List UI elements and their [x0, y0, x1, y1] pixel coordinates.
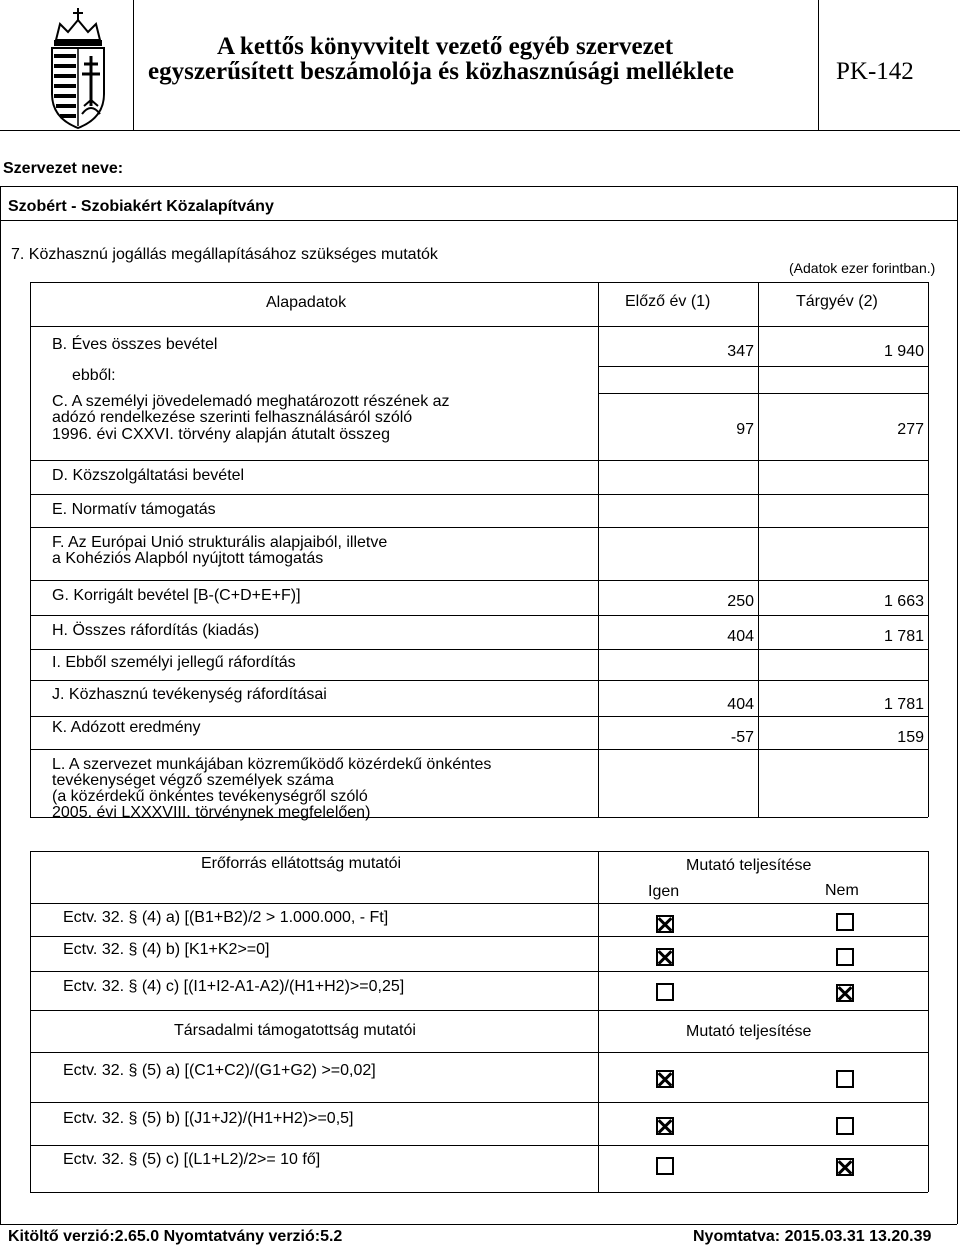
social-item-0-no-checkbox[interactable]: [836, 1070, 854, 1088]
row-j-prev: 404: [727, 696, 754, 713]
row-h-prev: 404: [727, 628, 754, 645]
row-j-label: J. Közhasznú tevékenység ráfordításai: [52, 686, 327, 703]
row-c-line3: 1996. évi CXXVI. törvény alapján átutalt összeg: [52, 426, 390, 443]
row-b-curr: 1 940: [883, 343, 924, 360]
social-item-0-yes-checkbox[interactable]: [656, 1070, 674, 1088]
row-f-line1: F. Az Európai Unió strukturális alapjaiból, illetve: [52, 534, 388, 551]
row-l-line2: tevékenységet végző személyek száma: [52, 772, 334, 789]
form-code: PK-142: [836, 58, 914, 85]
col-header-base: Alapadatok: [266, 294, 347, 311]
row-g-curr: 1 663: [883, 593, 924, 610]
footer-printed: Nyomtatva: 2015.03.31 13.20.39: [693, 1228, 932, 1245]
section-title: 7. Közhasznú jogállás megállapításához szükséges mutatók: [11, 246, 438, 263]
resources-item-1-yes-checkbox[interactable]: [656, 948, 674, 966]
form-title-line2: egyszerűsített beszámolója és közhasznúsági melléklete: [148, 58, 734, 85]
row-f-line2: a Kohéziós Alapból nyújtott támogatás: [52, 550, 324, 567]
social-item-label: Ectv. 32. § (5) a) [(C1+C2)/(G1+G2) >=0,02]: [63, 1062, 376, 1079]
row-b-label: B. Éves összes bevétel: [52, 336, 218, 353]
resources-fulfil-header: Mutató teljesítése: [686, 857, 812, 874]
social-item-2-yes-checkbox[interactable]: [656, 1157, 674, 1175]
row-j-curr: 1 781: [883, 696, 924, 713]
social-item-1-no-checkbox[interactable]: [836, 1117, 854, 1135]
unit-note: (Adatok ezer forintban.): [789, 260, 936, 276]
social-title: Társadalmi támogatottság mutatói: [174, 1022, 416, 1039]
resources-item-2-yes-checkbox[interactable]: [656, 983, 674, 1001]
resources-item-0-yes-checkbox[interactable]: [656, 915, 674, 933]
row-b-prev: 347: [727, 343, 754, 360]
row-c-line1: C. A személyi jövedelemadó meghatározott részének az: [52, 393, 450, 410]
org-name-label: Szervezet neve:: [3, 160, 124, 177]
row-d-label: D. Közszolgáltatási bevétel: [52, 467, 245, 484]
row-l-line4: 2005. évi LXXXVIII. törvénynek megfelelően): [52, 804, 371, 821]
row-k-label: K. Adózott eredmény: [52, 719, 201, 736]
org-name-value: Szobért - Szobiakért Közalapítvány: [8, 198, 274, 215]
resources-item-1-no-checkbox[interactable]: [836, 948, 854, 966]
social-item-2-no-checkbox[interactable]: [836, 1158, 854, 1176]
row-l-line3: (a közérdekű önkéntes tevékenységről szóló: [52, 788, 368, 805]
row-i-label: I. Ebből személyi jellegű ráfordítás: [52, 654, 296, 671]
row-e-label: E. Normatív támogatás: [52, 501, 216, 518]
resources-item-label: Ectv. 32. § (4) a) [(B1+B2)/2 > 1.000.000, - Ft]: [63, 909, 389, 926]
row-k-curr: 159: [897, 729, 924, 746]
resources-title: Erőforrás ellátottság mutatói: [201, 855, 402, 872]
coat-of-arms-icon: [46, 6, 110, 130]
col-header-curr: Tárgyév (2): [796, 293, 878, 310]
resources-yes-header: Igen: [648, 883, 680, 900]
row-l-line1: L. A szervezet munkájában közreműködő közérdekű önkéntes: [52, 756, 492, 773]
row-g-label: G. Korrigált bevétel [B-(C+D+E+F)]: [52, 587, 301, 604]
row-k-prev: -57: [730, 729, 754, 746]
col-header-prev: Előző év (1): [625, 293, 711, 310]
form-title-line1: A kettős könyvvitelt vezető egyéb szervezet: [217, 33, 674, 60]
resources-item-label: Ectv. 32. § (4) c) [(I1+I2-A1-A2)/(H1+H2)>=0,25]: [63, 978, 405, 995]
row-h-label: H. Összes ráfordítás (kiadás): [52, 622, 260, 639]
row-c-prev: 97: [736, 421, 754, 438]
resources-item-label: Ectv. 32. § (4) b) [K1+K2>=0]: [63, 941, 270, 958]
social-fulfil-header: Mutató teljesítése: [686, 1023, 812, 1040]
row-c-line2: adózó rendelkezése szerinti felhasználásáról szóló: [52, 409, 413, 426]
social-item-label: Ectv. 32. § (5) c) [(L1+L2)/2>= 10 fő]: [63, 1151, 321, 1168]
social-item-1-yes-checkbox[interactable]: [656, 1117, 674, 1135]
resources-item-0-no-checkbox[interactable]: [836, 913, 854, 931]
row-c-curr: 277: [897, 421, 924, 438]
resources-item-2-no-checkbox[interactable]: [836, 984, 854, 1002]
resources-no-header: Nem: [825, 882, 859, 899]
social-item-label: Ectv. 32. § (5) b) [(J1+J2)/(H1+H2)>=0,5]: [63, 1110, 354, 1127]
row-ebbol-label: ebből:: [72, 367, 116, 384]
row-g-prev: 250: [727, 593, 754, 610]
row-h-curr: 1 781: [883, 628, 924, 645]
footer-version: Kitöltő verzió:2.65.0 Nyomtatvány verzió:5.2: [8, 1228, 343, 1245]
